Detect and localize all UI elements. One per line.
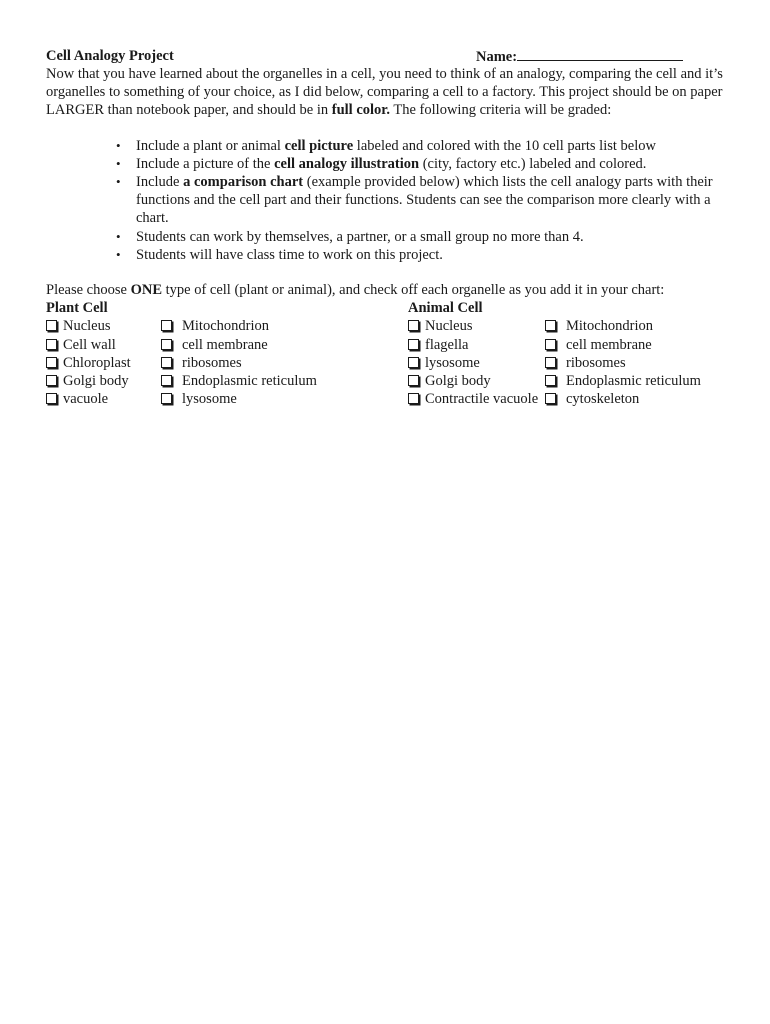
checklist-item[interactable]: cell membrane bbox=[161, 336, 317, 354]
criteria-item: • Include a comparison chart (example provided below) which lists the cell analogy parts with their functions and the cell part and their functions. Students can see the comparison more clearly with a chart. bbox=[136, 173, 730, 228]
intro-paragraph bbox=[46, 65, 730, 120]
plant-cell-col1 bbox=[46, 299, 131, 408]
page-title: Cell Analogy Project bbox=[46, 48, 174, 64]
name-blank-line[interactable] bbox=[517, 47, 683, 61]
checkbox-icon[interactable] bbox=[161, 393, 172, 404]
intro-bold: full color. bbox=[331, 102, 391, 119]
checklist-item[interactable]: Golgi body bbox=[46, 372, 131, 390]
checkbox-icon[interactable] bbox=[545, 320, 556, 331]
checkbox-icon[interactable] bbox=[161, 320, 172, 331]
checklist-item[interactable]: lysosome bbox=[161, 390, 317, 408]
animal-cell-heading: Animal Cell bbox=[408, 300, 483, 317]
checklist-item[interactable]: Mitochondrion bbox=[545, 317, 701, 335]
checkbox-icon[interactable] bbox=[161, 357, 172, 368]
checkbox-icon[interactable] bbox=[545, 357, 556, 368]
criteria-item: • Students will have class time to work on this project. bbox=[136, 246, 730, 264]
intro-text-end: The following criteria will be graded: bbox=[390, 102, 612, 119]
header bbox=[46, 47, 730, 65]
checkbox-icon[interactable] bbox=[46, 375, 57, 386]
criteria-list bbox=[46, 137, 730, 264]
checkbox-icon[interactable] bbox=[46, 393, 57, 404]
checklist-item[interactable]: Endoplasmic reticulum bbox=[545, 372, 701, 390]
document-page bbox=[46, 47, 730, 409]
criteria-item: • Include a picture of the cell analogy illustration (city, factory etc.) labeled and colored. bbox=[136, 155, 730, 173]
checklist-item[interactable]: vacuole bbox=[46, 390, 131, 408]
checkbox-icon[interactable] bbox=[161, 339, 172, 350]
checklist-item[interactable]: cytoskeleton bbox=[545, 390, 701, 408]
checklist-item[interactable]: Golgi body bbox=[408, 372, 538, 390]
checklist-item[interactable]: cell membrane bbox=[545, 336, 701, 354]
checklist-item[interactable]: Contractile vacuole bbox=[408, 390, 538, 408]
checkbox-icon[interactable] bbox=[408, 339, 419, 350]
plant-cell-col2 bbox=[161, 317, 317, 408]
checklist-item[interactable]: Mitochondrion bbox=[161, 317, 317, 335]
intro-text: Now that you have learned about the organelles in a cell, you need to think of an analogy, comparing the cell and it’s organelles to something of your choice, as I did below, comparing a cell to a factory. This project should be on paper LARGER than notebook paper, and should be in bbox=[46, 66, 723, 119]
organelle-checklists bbox=[46, 299, 730, 409]
checklist-item[interactable]: Chloroplast bbox=[46, 354, 131, 372]
checklist-item[interactable]: Cell wall bbox=[46, 336, 131, 354]
checkbox-icon[interactable] bbox=[545, 393, 556, 404]
checklist-item[interactable]: flagella bbox=[408, 336, 538, 354]
checkbox-icon[interactable] bbox=[46, 357, 57, 368]
choose-instruction: Please choose ONE type of cell (plant or animal), and check off each organelle as you add it in your chart: bbox=[46, 282, 665, 299]
checklist-item[interactable]: ribosomes bbox=[161, 354, 317, 372]
name-label: Name: bbox=[476, 49, 518, 65]
checkbox-icon[interactable] bbox=[408, 320, 419, 331]
animal-cell-col2 bbox=[545, 317, 701, 408]
checklist-item[interactable]: Nucleus bbox=[46, 317, 131, 335]
checklist-item[interactable]: ribosomes bbox=[545, 354, 701, 372]
criteria-item: • Students can work by themselves, a partner, or a small group no more than 4. bbox=[136, 228, 730, 246]
checkbox-icon[interactable] bbox=[408, 393, 419, 404]
checkbox-icon[interactable] bbox=[408, 357, 419, 368]
checklist-item[interactable]: Endoplasmic reticulum bbox=[161, 372, 317, 390]
checkbox-icon[interactable] bbox=[545, 339, 556, 350]
animal-cell-col1 bbox=[408, 299, 538, 408]
plant-cell-heading: Plant Cell bbox=[46, 300, 108, 317]
checkbox-icon[interactable] bbox=[46, 339, 57, 350]
checkbox-icon[interactable] bbox=[545, 375, 556, 386]
checklist-item[interactable]: lysosome bbox=[408, 354, 538, 372]
checkbox-icon[interactable] bbox=[46, 320, 57, 331]
criteria-item: • Include a plant or animal cell picture labeled and colored with the 10 cell parts list below bbox=[136, 137, 730, 155]
checkbox-icon[interactable] bbox=[408, 375, 419, 386]
name-field bbox=[476, 47, 683, 66]
checklist-item[interactable]: Nucleus bbox=[408, 317, 538, 335]
checkbox-icon[interactable] bbox=[161, 375, 172, 386]
